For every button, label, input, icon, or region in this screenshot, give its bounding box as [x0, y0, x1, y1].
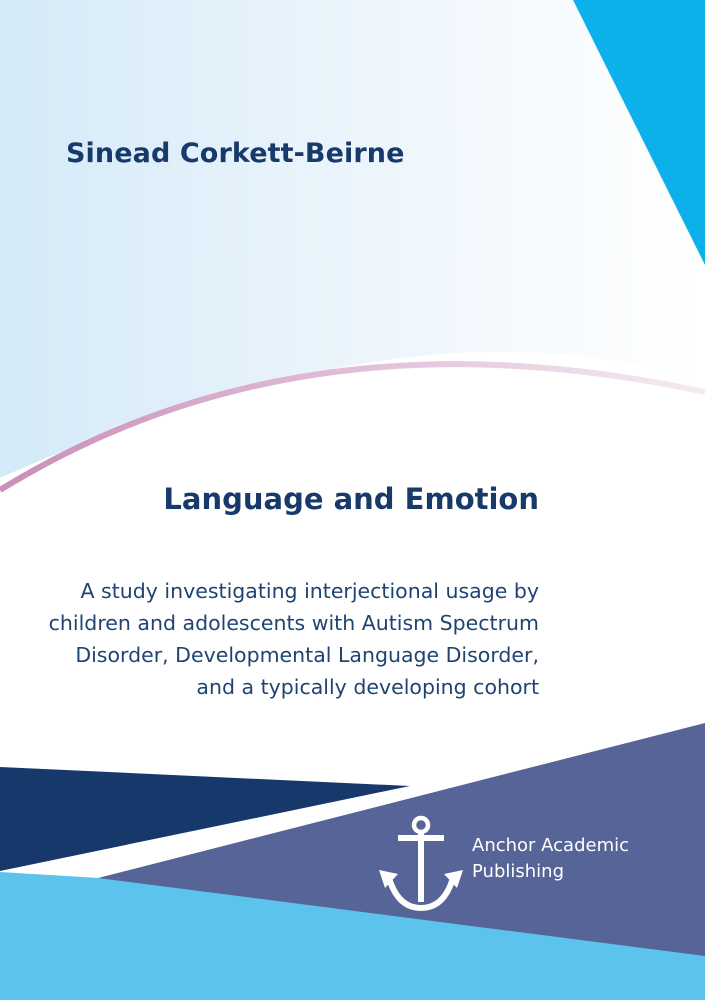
subtitle-line: A study investigating interjectional usage by — [80, 579, 539, 603]
book-subtitle — [19, 575, 539, 703]
anchor-icon — [378, 814, 464, 912]
publisher-line: Anchor Academic — [472, 835, 630, 856]
light-blue-gradient-area — [0, 0, 705, 478]
book-title: Language and Emotion — [163, 482, 539, 516]
author-name: Sinead Corkett-Beirne — [66, 138, 405, 169]
subtitle-line: Disorder, Developmental Language Disorder, — [75, 643, 539, 667]
subtitle-line: and a typically developing cohort — [196, 675, 539, 699]
publisher-name — [472, 833, 629, 885]
subtitle-line: children and adolescents with Autism Spectrum — [48, 611, 539, 635]
publisher-line: Publishing — [472, 861, 564, 882]
